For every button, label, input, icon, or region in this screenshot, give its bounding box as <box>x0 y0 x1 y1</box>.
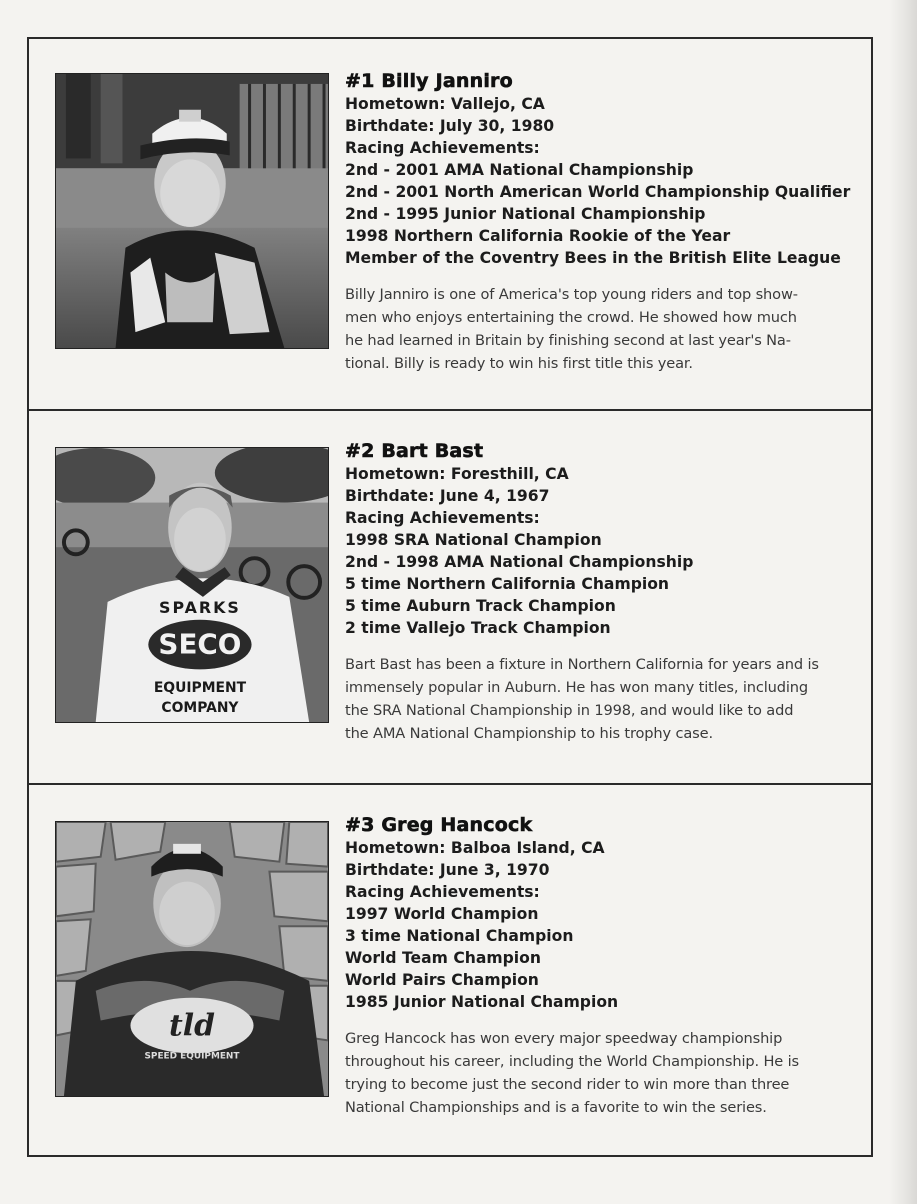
rider-hometown: Hometown: Balboa Island, CA <box>345 839 605 857</box>
rider-bio <box>345 653 865 745</box>
rider-name: #1 Billy Janniro <box>345 70 513 92</box>
rider-profile-2 <box>29 411 871 783</box>
rider-info-3 <box>345 813 865 1119</box>
rider-hometown: Hometown: Vallejo, CA <box>345 95 545 113</box>
bio-line: immensely popular in Auburn. He has won many titles, including <box>345 679 808 696</box>
achievements-list <box>345 529 865 639</box>
jersey-sparks-text: SPARKS <box>159 597 241 617</box>
racing-achievements-label: Racing Achievements: <box>345 509 540 527</box>
achievements-list <box>345 159 865 269</box>
achievement-item: 2nd - 2001 AMA National Championship <box>345 161 694 179</box>
rider-name: #3 Greg Hancock <box>345 814 533 836</box>
racing-achievements-label: Racing Achievements: <box>345 139 540 157</box>
rider-name: #2 Bart Bast <box>345 440 484 462</box>
achievement-item: 3 time National Champion <box>345 927 574 945</box>
bio-line: the SRA National Championship in 1998, and would like to add <box>345 702 794 719</box>
jersey-seco-text: SECO <box>158 627 242 661</box>
bio-line: Greg Hancock has won every major speedway championship <box>345 1030 783 1047</box>
achievement-item: 1998 Northern California Rookie of the Year <box>345 227 731 245</box>
achievement-item: 2nd - 2001 North American World Championship Qualifier <box>345 183 851 201</box>
achievement-item: 1997 World Champion <box>345 905 539 923</box>
bio-line: trying to become just the second rider to win more than three <box>345 1076 790 1093</box>
bio-line: throughout his career, including the World Championship. He is <box>345 1053 799 1070</box>
page-edge <box>889 0 917 1204</box>
bio-line: Billy Janniro is one of America's top young riders and top show- <box>345 286 798 303</box>
rider-birthdate: Birthdate: June 4, 1967 <box>345 487 550 505</box>
bio-line: Bart Bast has been a fixture in Northern California for years and is <box>345 656 819 673</box>
rider-info-2 <box>345 439 865 745</box>
achievement-item: 1998 SRA National Champion <box>345 531 602 549</box>
jersey-company-text: COMPANY <box>161 700 239 717</box>
achievement-item: 2nd - 1998 AMA National Championship <box>345 553 694 571</box>
rider-profile-1 <box>29 39 871 411</box>
rider-profile-3 <box>29 785 871 1157</box>
achievements-list <box>345 903 865 1013</box>
rider-photo-bart-bast <box>55 447 329 723</box>
bio-line: the AMA National Championship to his trophy case. <box>345 725 713 742</box>
achievement-item: 5 time Northern California Champion <box>345 575 670 593</box>
achievement-item: Member of the Coventry Bees in the British Elite League <box>345 249 841 267</box>
jersey-tld-text: tld <box>169 1008 215 1044</box>
bio-line: he had learned in Britain by finishing second at last year's Na- <box>345 332 791 349</box>
jersey-speed-equipment-text: SPEED EQUIPMENT <box>144 1051 240 1062</box>
rider-profiles-frame <box>27 37 873 1157</box>
jersey-equipment-text: EQUIPMENT <box>153 680 247 697</box>
rider-bio <box>345 283 865 375</box>
achievement-item: 5 time Auburn Track Champion <box>345 597 616 615</box>
achievement-item: 2 time Vallejo Track Champion <box>345 619 611 637</box>
bio-line: tional. Billy is ready to win his first title this year. <box>345 355 693 372</box>
rider-hometown: Hometown: Foresthill, CA <box>345 465 569 483</box>
rider-photo-billy-janniro <box>55 73 329 349</box>
racing-achievements-label: Racing Achievements: <box>345 883 540 901</box>
bio-line: National Championships and is a favorite to win the series. <box>345 1099 767 1116</box>
achievement-item: World Team Champion <box>345 949 541 967</box>
achievement-item: World Pairs Champion <box>345 971 539 989</box>
rider-birthdate: Birthdate: June 3, 1970 <box>345 861 550 879</box>
rider-info-1 <box>345 69 865 375</box>
rider-bio <box>345 1027 865 1119</box>
rider-birthdate: Birthdate: July 30, 1980 <box>345 117 555 135</box>
achievement-item: 2nd - 1995 Junior National Championship <box>345 205 706 223</box>
achievement-item: 1985 Junior National Champion <box>345 993 619 1011</box>
bio-line: men who enjoys entertaining the crowd. He showed how much <box>345 309 797 326</box>
rider-photo-greg-hancock <box>55 821 329 1097</box>
